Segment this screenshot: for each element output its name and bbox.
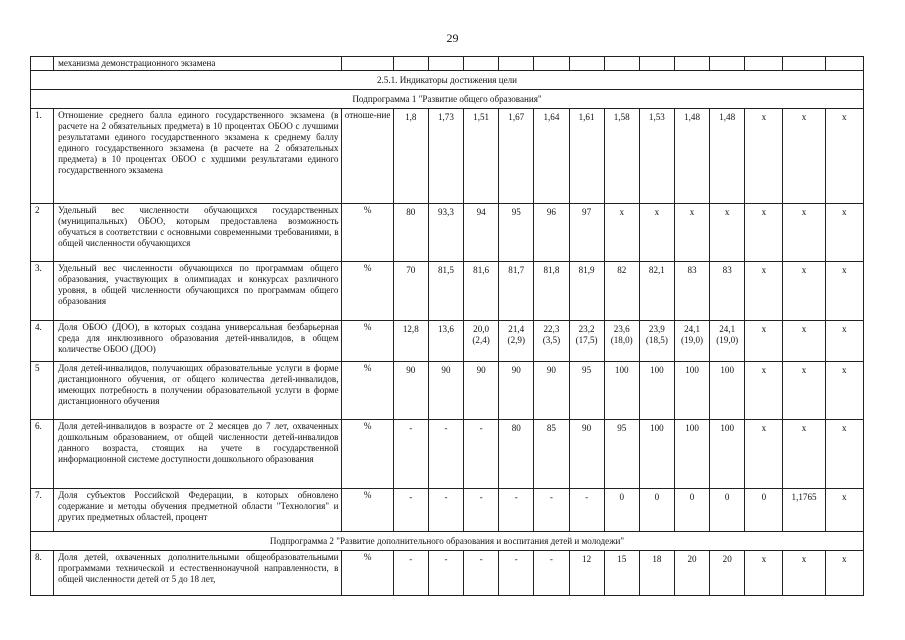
value-cell (569, 420, 604, 489)
value-text: 90 (406, 365, 416, 375)
subprogram-title: Подпрограмма 1 "Развитие общего образования" (31, 90, 864, 109)
value-text: х (761, 365, 767, 375)
value-cell (534, 420, 569, 489)
indicator-description: Доля субъектов Российской Федерации, в которых обновлено содержание и методы обучения предметной области "Технология" и других предметных областей, процент (54, 489, 342, 532)
value-cell (393, 420, 428, 489)
table-row (31, 109, 864, 204)
value-text: 0 (724, 492, 730, 502)
value-text: х (654, 207, 660, 217)
value-cell (639, 262, 674, 321)
value-cell (499, 262, 534, 321)
row-number: 6. (31, 420, 54, 489)
value-text: х (761, 324, 767, 334)
subprogram-title: Подпрограмма 2 "Развитие дополнительного образования и воспитания детей и молодежи" (31, 532, 864, 551)
value-text: х (842, 265, 847, 275)
value-cell (393, 321, 428, 362)
value-cell (393, 489, 428, 532)
value-text: 13,6 (437, 324, 454, 334)
value-cell (534, 321, 569, 362)
unit-cell: % (342, 420, 393, 489)
value-text: - (444, 492, 448, 502)
value-text: 1,73 (437, 112, 454, 122)
value-text: - (409, 554, 413, 564)
row-number: 1. (31, 109, 54, 204)
value-cell (393, 262, 428, 321)
value-text: 90 (511, 365, 521, 375)
value-text: 1,8 (405, 112, 417, 122)
value-text: х (801, 554, 807, 564)
value-cell (604, 204, 639, 262)
value-cell (783, 551, 825, 596)
value-cell (534, 551, 569, 596)
value-text: 100 (720, 365, 735, 375)
value-cell (464, 262, 499, 321)
value-cell (428, 489, 463, 532)
value-cell (825, 362, 863, 420)
value-text: - (479, 423, 483, 433)
value-cell (464, 204, 499, 262)
value-text: (3,5) (542, 334, 561, 345)
value-text: 81,6 (473, 265, 490, 275)
value-cell (745, 204, 783, 262)
value-text: х (801, 265, 807, 275)
value-cell (604, 262, 639, 321)
row-number: 2 (31, 204, 54, 262)
value-text: х (801, 112, 807, 122)
value-text: (19,0) (681, 334, 704, 345)
value-text: х (724, 207, 730, 217)
value-cell (674, 362, 709, 420)
value-cell (534, 109, 569, 204)
value-cell (393, 109, 428, 204)
value-cell (569, 551, 604, 596)
value-cell (428, 109, 463, 204)
value-cell (674, 204, 709, 262)
value-text: 23,2 (578, 324, 595, 334)
value-cell (569, 321, 604, 362)
value-cell (464, 321, 499, 362)
value-text: х (801, 324, 807, 334)
value-text: 24,1 (684, 324, 700, 334)
unit-cell: % (342, 362, 393, 420)
value-text: 21,4 (508, 324, 525, 334)
value-cell (825, 489, 863, 532)
value-text: 85 (546, 423, 556, 433)
value-text: - (549, 492, 553, 502)
value-text: 96 (546, 207, 556, 217)
indicator-description: Доля детей-инвалидов в возрасте от 2 месяцев до 7 лет, охваченных дошкольным образованием, от общей численности детей-инвалидов данного возраста, стоящих на учете в государственной информационной системе доступности дошкольного образования (54, 420, 342, 489)
value-cell (745, 420, 783, 489)
value-text: 90 (476, 365, 486, 375)
value-text: - (444, 423, 448, 433)
value-text: х (801, 365, 807, 375)
value-cell (499, 362, 534, 420)
value-cell (393, 204, 428, 262)
value-text: - (409, 423, 413, 433)
table-row (31, 489, 864, 532)
value-cell (569, 362, 604, 420)
value-text: 95 (582, 365, 592, 375)
value-text: (2,9) (507, 334, 525, 345)
value-text: 100 (614, 365, 629, 375)
value-cell (428, 551, 463, 596)
value-text: 100 (650, 423, 664, 433)
value-cell (464, 362, 499, 420)
table-row (31, 362, 864, 420)
value-text: 100 (685, 423, 699, 433)
value-cell (393, 551, 428, 596)
value-text: х (761, 554, 767, 564)
value-cell (825, 420, 863, 489)
value-cell (674, 489, 709, 532)
value-cell (783, 109, 825, 204)
table-row (31, 262, 864, 321)
value-cell (499, 109, 534, 204)
value-text: 83 (722, 265, 732, 275)
unit-cell: % (342, 489, 393, 532)
value-cell (710, 321, 745, 362)
value-text: - (514, 492, 518, 502)
value-text: х (761, 112, 767, 122)
value-text: - (409, 492, 413, 502)
value-cell (569, 204, 604, 262)
subprogram-row (31, 90, 864, 109)
value-cell (464, 109, 499, 204)
value-text: 12,8 (402, 324, 419, 334)
row-number: 7. (31, 489, 54, 532)
value-cell (604, 321, 639, 362)
value-cell (710, 204, 745, 262)
table-row (31, 204, 864, 262)
row-number: 5 (31, 362, 54, 420)
value-text: 1,58 (613, 112, 630, 122)
value-cell (825, 321, 863, 362)
value-text: 1,48 (719, 112, 736, 122)
value-cell (745, 109, 783, 204)
value-text: х (842, 207, 847, 217)
value-text: (18,0) (610, 334, 633, 345)
value-text: 100 (650, 365, 664, 375)
value-text: 22,3 (543, 324, 560, 334)
value-text: х (761, 423, 767, 433)
value-text: х (842, 492, 847, 502)
unit-cell: % (342, 262, 393, 321)
indicator-description: Отношение среднего балла единого государственного экзамена (в расчете на 2 обязательных предмета) в 10 процентах ОБОО с лучшими результатами единого государственного экзамена к среднему баллу единого государственного экзамена (в расчете на 2 обязательных предмета) в 10 процентах ОБОО с худшими результатами единого государственного экзамена (54, 109, 342, 204)
table-row (31, 57, 864, 71)
value-text: 1,61 (578, 112, 595, 122)
value-text: х (801, 207, 807, 217)
value-text: 1,53 (648, 112, 665, 122)
value-cell (499, 420, 534, 489)
value-text: - (585, 492, 589, 502)
value-cell (499, 321, 534, 362)
value-text: 23,6 (613, 324, 630, 334)
value-text: 70 (406, 265, 416, 275)
value-text: 97 (582, 207, 592, 217)
value-cell (604, 362, 639, 420)
value-cell (639, 362, 674, 420)
value-cell (783, 262, 825, 321)
value-text: - (479, 554, 483, 564)
value-cell (639, 204, 674, 262)
value-cell (499, 489, 534, 532)
value-text: (18,5) (645, 334, 668, 345)
value-text: 1,1765 (791, 492, 817, 502)
indicator-description: Доля ОБОО (ДОО), в которых создана универсальная безбарьерная среда для инклюзивного образования детей-инвалидов, в общем количестве ОБОО (ДОО) (54, 321, 342, 362)
value-cell (825, 109, 863, 204)
value-cell (499, 551, 534, 596)
value-text: 90 (582, 423, 592, 433)
value-text: 1,64 (543, 112, 560, 122)
value-text: 23,9 (648, 324, 665, 334)
value-text: х (842, 365, 847, 375)
value-text: 0 (689, 492, 695, 502)
value-text: 95 (511, 207, 521, 217)
row-number: 3. (31, 262, 54, 321)
value-cell (464, 420, 499, 489)
value-cell (393, 362, 428, 420)
value-cell (534, 204, 569, 262)
value-cell (428, 321, 463, 362)
value-cell (428, 262, 463, 321)
value-cell (783, 204, 825, 262)
value-text: х (801, 423, 807, 433)
row-text: механизма демонстрационного экзамена (54, 57, 342, 71)
value-text: - (514, 554, 518, 564)
value-text: 20,0 (473, 324, 490, 334)
value-text: 1,67 (508, 112, 525, 122)
value-cell (604, 420, 639, 489)
value-cell (499, 204, 534, 262)
value-text: (19,0) (716, 334, 739, 345)
indicator-description: Удельный вес численности обучающихся государственных (муниципальных) ОБОО, которым предоставлена возможность обучаться в соответствии с основными современными требованиями, в общей численности обучающихся (54, 204, 342, 262)
section-row (31, 71, 864, 90)
value-text: 20 (687, 554, 697, 564)
value-text: 90 (441, 365, 451, 375)
value-text: (2,4) (472, 334, 490, 345)
value-text: 100 (720, 423, 735, 433)
value-cell (534, 262, 569, 321)
value-text: 81,7 (508, 265, 525, 275)
value-cell (639, 551, 674, 596)
value-cell (639, 321, 674, 362)
value-text: 1,51 (473, 112, 490, 122)
indicator-description: Доля детей-инвалидов, получающих образовательные услуги в форме дистанционного обучения, от общего количества детей-инвалидов, имеющих потребность в получении образовательной услуги в форме дистанционного обучения (54, 362, 342, 420)
value-cell (428, 420, 463, 489)
row-number: 4. (31, 321, 54, 362)
value-text: - (479, 492, 483, 502)
indicator-description: Доля детей, охваченных дополнительными общеобразовательными программами технической и естественнонаучной направленности, в общей численности детей от 5 до 18 лет, (54, 551, 342, 596)
value-cell (825, 262, 863, 321)
value-text: х (761, 207, 767, 217)
value-cell (604, 551, 639, 596)
value-text: 80 (406, 207, 416, 217)
value-text: 95 (617, 423, 627, 433)
value-cell (710, 551, 745, 596)
value-cell (674, 109, 709, 204)
value-text: х (619, 207, 624, 217)
value-text: х (842, 112, 847, 122)
value-text: (17,5) (575, 334, 598, 345)
value-cell (639, 420, 674, 489)
value-text: 15 (617, 554, 627, 564)
value-text: 93,3 (437, 207, 454, 217)
value-cell (710, 489, 745, 532)
table-row (31, 321, 864, 362)
value-text: х (842, 324, 847, 334)
value-text: 12 (582, 554, 592, 564)
value-cell (745, 489, 783, 532)
value-cell (674, 262, 709, 321)
value-text: 100 (685, 365, 699, 375)
value-cell (604, 109, 639, 204)
value-cell (639, 109, 674, 204)
value-cell (569, 109, 604, 204)
value-text: х (842, 554, 847, 564)
value-cell (745, 262, 783, 321)
value-cell (464, 551, 499, 596)
value-cell (745, 362, 783, 420)
value-cell (428, 204, 463, 262)
unit-cell: отноше-ние (342, 109, 393, 204)
value-cell (674, 321, 709, 362)
unit-cell: % (342, 551, 393, 596)
value-cell (674, 420, 709, 489)
value-cell (569, 489, 604, 532)
value-cell (825, 551, 863, 596)
table-row (31, 420, 864, 489)
value-text: 0 (619, 492, 624, 502)
value-text: 0 (654, 492, 660, 502)
indicator-description: Удельный вес численности обучающихся по программам общего образования, участвующих в олимпиадах и конкурсах различного уровня, в общей численности обучающихся по программам общего образования (54, 262, 342, 321)
value-cell (569, 262, 604, 321)
value-text: х (689, 207, 695, 217)
page-number: 29 (446, 31, 459, 45)
value-text: 94 (476, 207, 486, 217)
value-cell (745, 551, 783, 596)
value-cell (783, 362, 825, 420)
value-text: 90 (546, 365, 556, 375)
value-cell (783, 420, 825, 489)
value-cell (745, 321, 783, 362)
value-text: х (761, 265, 767, 275)
value-cell (710, 420, 745, 489)
value-text: - (444, 554, 448, 564)
value-text: 81,8 (543, 265, 560, 275)
unit-cell: % (342, 204, 393, 262)
section-title: 2.5.1. Индикаторы достижения цели (31, 71, 864, 90)
value-cell (534, 489, 569, 532)
value-cell (710, 262, 745, 321)
table-row (31, 551, 864, 596)
value-text: 82,1 (648, 265, 665, 275)
value-text: 20 (722, 554, 732, 564)
value-cell (710, 362, 745, 420)
value-text: 82 (617, 265, 627, 275)
value-text: 0 (761, 492, 767, 502)
row-number: 8. (31, 551, 54, 596)
value-text: 81,9 (578, 265, 595, 275)
value-cell (783, 321, 825, 362)
value-cell (783, 489, 825, 532)
value-text: 1,48 (684, 112, 700, 122)
subprogram-row (31, 532, 864, 551)
indicators-table (30, 56, 864, 596)
value-cell (639, 489, 674, 532)
value-cell (428, 362, 463, 420)
value-text: х (842, 423, 847, 433)
value-text: - (549, 554, 553, 564)
value-cell (825, 204, 863, 262)
value-text: 18 (652, 554, 662, 564)
value-text: 24,1 (719, 324, 736, 334)
value-cell (710, 109, 745, 204)
value-cell (604, 489, 639, 532)
value-cell (464, 489, 499, 532)
value-text: 80 (511, 423, 521, 433)
value-cell (534, 362, 569, 420)
value-text: 81,5 (437, 265, 454, 275)
unit-cell: % (342, 321, 393, 362)
value-text: 83 (687, 265, 697, 275)
value-cell (674, 551, 709, 596)
